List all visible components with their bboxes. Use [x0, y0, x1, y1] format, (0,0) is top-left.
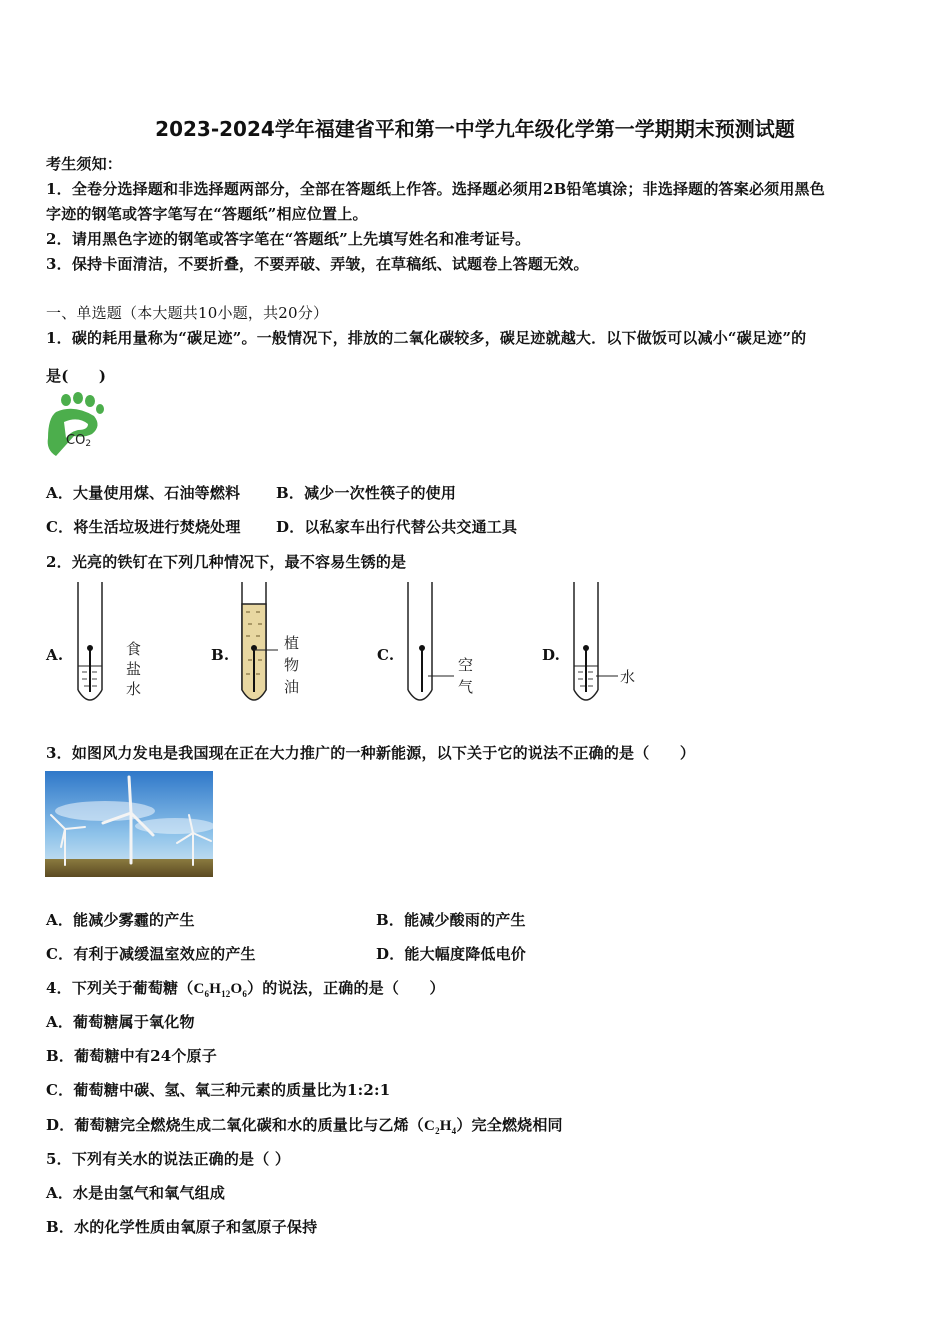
tube-c-char-2: 气 — [458, 678, 474, 696]
tube-b-char-2: 物 — [284, 656, 300, 674]
carbon-footprint-icon — [44, 392, 106, 458]
tube-b-char-3: 油 — [284, 678, 300, 696]
tube-a-char-3: 水 — [126, 680, 142, 698]
test-tube-water — [566, 580, 656, 710]
notice-heading: 考生须知： — [46, 155, 123, 173]
ethylene-formula: $C_2H_4$ — [424, 1118, 457, 1136]
test-tube-salt-water — [70, 580, 160, 710]
tube-c-char-1: 空 — [458, 656, 474, 674]
q3-option-b: B．能减少酸雨的产生 — [376, 911, 526, 929]
q1-stem-cont: 是( ) — [46, 367, 107, 385]
tube-a-char-1: 食 — [126, 640, 142, 658]
tube-a-char-2: 盐 — [126, 660, 142, 678]
notice-line-1: 1．全卷分选择题和非选择题两部分，全部在答题纸上作答。选择题必须用2B铅笔填涂；非选择题的答案必须用黑色 — [46, 180, 825, 198]
notice-line-3: 3．保持卡面清洁，不要折叠，不要弄破、弄皱，在草稿纸、试题卷上答题无效。 — [46, 255, 589, 273]
notice-line-2: 2．请用黑色字迹的钢笔或答字笔在“答题纸”上先填写姓名和准考证号。 — [46, 230, 531, 248]
tube-d-char-1: 水 — [620, 668, 636, 686]
q2-stem: 2．光亮的铁钉在下列几种情况下，最不容易生锈的是 — [46, 553, 407, 571]
q4-option-a: A．葡萄糖属于氧化物 — [46, 1013, 195, 1031]
q5-stem: 5．下列有关水的说法正确的是（ ） — [46, 1150, 291, 1168]
q4-stem — [46, 977, 445, 999]
page-title: 2023-2024学年福建省平和第一中学九年级化学第一学期期末预测试题 — [155, 117, 795, 141]
q1-option-c: C．将生活垃圾进行焚烧处理 — [46, 518, 241, 536]
q4-option-d-post: ）完全燃烧相同 — [456, 1116, 563, 1134]
q3-option-d: D．能大幅度降低电价 — [376, 945, 527, 963]
q4-stem-post: ）的说法，正确的是（ ） — [247, 979, 445, 997]
notice-line-1-cont: 字迹的钢笔或答字笔写在“答题纸”相应位置上。 — [46, 205, 368, 223]
tube-b-char-1: 植 — [284, 634, 300, 652]
q5-option-a: A．水是由氢气和氧气组成 — [46, 1184, 226, 1202]
q2-label-b: B. — [211, 646, 230, 664]
q1-option-b: B．减少一次性筷子的使用 — [276, 484, 457, 502]
q3-option-c: C．有利于减缓温室效应的产生 — [46, 945, 256, 963]
q2-label-a: A. — [46, 646, 64, 664]
test-tube-oil — [234, 580, 324, 710]
q3-stem: 3．如图风力发电是我国现在正在大力推广的一种新能源，以下关于它的说法不正确的是（ ） — [46, 744, 696, 762]
section-heading: 一、单选题（本大题共10小题，共20分） — [46, 304, 329, 322]
q1-option-d: D．以私家车出行代替公共交通工具 — [276, 518, 518, 536]
wind-turbine-photo — [45, 771, 213, 877]
q1-stem: 1．碳的耗用量称为“碳足迹”。一般情况下，排放的二氧化碳较多，碳足迹就越大．以下做饭可以减小“碳足迹”的 — [46, 329, 807, 347]
q4-option-d — [46, 1114, 563, 1136]
glucose-formula: $C_6H_{12}O_6$ — [193, 981, 248, 999]
q4-option-d-pre: D．葡萄糖完全燃烧生成二氧化碳和水的质量比与乙烯（ — [46, 1116, 425, 1134]
q2-label-c: C. — [377, 646, 395, 664]
q4-option-b: B．葡萄糖中有24个原子 — [46, 1047, 217, 1065]
q5-option-b: B．水的化学性质由氧原子和氢原子保持 — [46, 1218, 318, 1236]
q2-label-d: D. — [542, 646, 561, 664]
q3-option-a: A．能减少雾霾的产生 — [46, 911, 195, 929]
test-tube-air — [400, 580, 490, 710]
logo-text: CO2 — [66, 433, 92, 449]
q4-option-c: C．葡萄糖中碳、氢、氧三种元素的质量比为1:2:1 — [46, 1081, 391, 1099]
q1-option-a: A．大量使用煤、石油等燃料 — [46, 484, 241, 502]
q4-stem-pre: 4．下列关于葡萄糖（ — [46, 979, 194, 997]
